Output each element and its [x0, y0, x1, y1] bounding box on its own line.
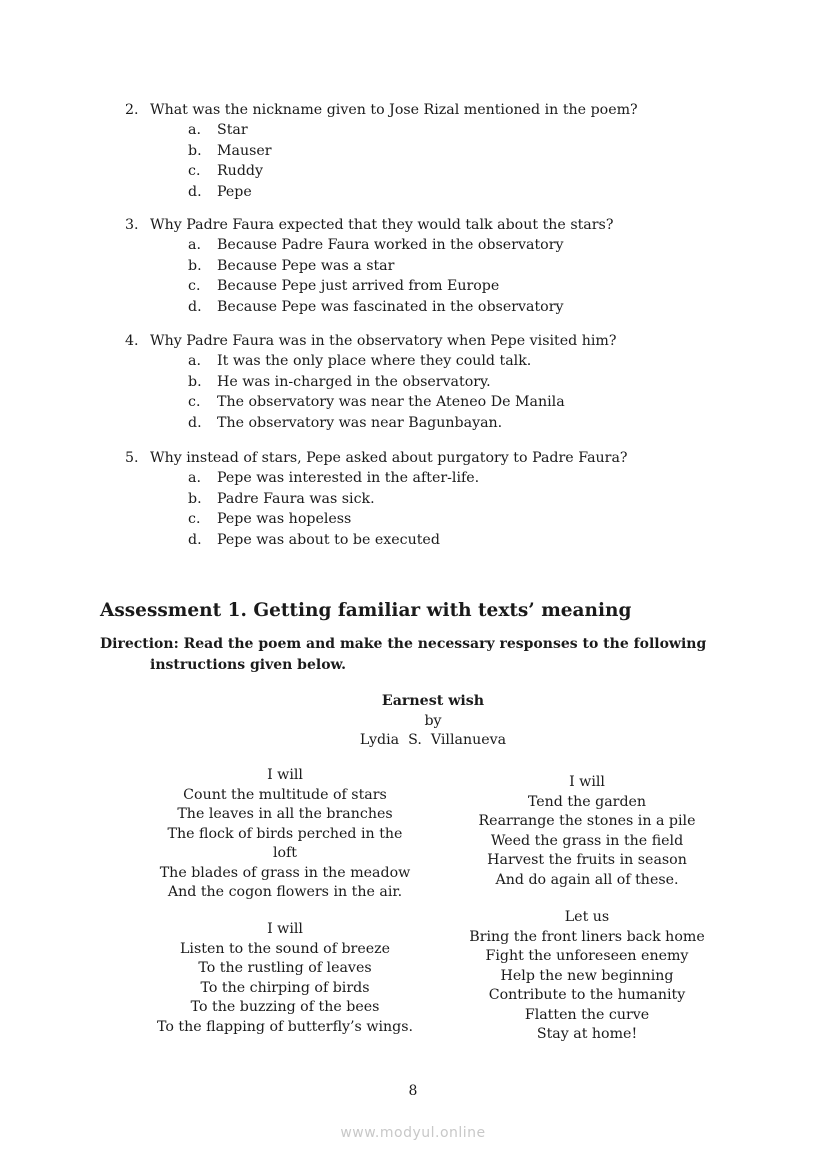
poem-line: Weed the grass in the field — [490, 832, 684, 849]
option-text: Because Pepe was fascinated in the observatory — [217, 298, 564, 315]
question-text-line — [125, 331, 616, 351]
option-text: Ruddy — [217, 163, 263, 180]
option-letter: a. — [188, 470, 201, 486]
poem-line: Listen to the sound of breeze — [180, 940, 390, 957]
option-letter: b. — [188, 373, 202, 390]
option-text: Mauser — [217, 142, 272, 159]
answer-option — [188, 372, 491, 393]
answer-option — [188, 161, 263, 182]
option-letter: a. — [188, 237, 201, 253]
option-text: Pepe was hopeless — [217, 511, 352, 528]
poem-line: And the cogon flowers in the air. — [167, 884, 403, 900]
page-number: 8 — [408, 1083, 418, 1099]
option-letter: b. — [188, 490, 202, 507]
option-text: It was the only place where they could talk. — [217, 353, 532, 369]
assessment-heading: Assessment 1. Getting familiar with texts’ meaning — [100, 600, 632, 621]
option-text: The observatory was near the Ateneo De Manila — [217, 394, 565, 411]
poem-line: Bring the front liners back home — [469, 928, 705, 945]
poem-line: Count the multitude of stars — [183, 786, 387, 803]
option-letter: d. — [188, 298, 202, 315]
option-letter: c. — [188, 163, 201, 180]
watermark: www.modyul.online — [340, 1125, 486, 1141]
direction-line-1: Direction: Read the poem and make the necessary responses to the following — [100, 636, 707, 652]
direction-text — [100, 634, 740, 676]
answer-option — [188, 120, 248, 141]
option-letter: c. — [188, 511, 201, 528]
question-text: Why Padre Faura expected that they would talk about the stars? — [150, 217, 614, 233]
poem-title: Earnest wish — [381, 693, 485, 709]
option-letter: d. — [188, 414, 202, 431]
option-letter: c. — [188, 394, 201, 411]
poem-line: The flock of birds perched in the — [167, 825, 403, 842]
answer-option — [188, 413, 502, 434]
option-text: Pepe was interested in the after-life. — [217, 470, 480, 486]
answer-option — [188, 392, 565, 413]
option-text: Padre Faura was sick. — [217, 490, 375, 507]
option-text: Because Pepe was a star — [217, 257, 395, 274]
option-letter: a. — [188, 353, 201, 369]
answer-option — [188, 256, 394, 277]
poem-line: Stay at home! — [536, 1026, 638, 1042]
poem-line: Rearrange the stones in a pile — [478, 813, 696, 829]
question-text-line — [125, 215, 613, 235]
poem-line: The blades of grass in the meadow — [159, 864, 411, 881]
answer-option — [188, 182, 252, 203]
question-number: 5. — [125, 450, 139, 466]
answer-option — [188, 276, 499, 297]
poem-line: To the buzzing of the bees — [190, 999, 380, 1015]
poem-line: To the chirping of birds — [200, 979, 370, 996]
poem-line: loft — [272, 845, 298, 861]
poem-line: Let us — [564, 909, 610, 925]
poem-line: The leaves in all the branches — [177, 806, 393, 822]
question-text: Why Padre Faura was in the observatory when Pepe visited him? — [150, 333, 617, 349]
option-letter: d. — [188, 531, 202, 548]
direction-line-2: instructions given below. — [150, 657, 347, 673]
poem-line: And do again all of these. — [495, 871, 679, 888]
option-text: He was in-charged in the observatory. — [217, 373, 491, 390]
poem-line: To the rustling of leaves — [198, 960, 372, 976]
option-text: Because Padre Faura worked in the observatory — [217, 237, 564, 253]
answer-option — [188, 141, 272, 162]
option-letter: d. — [188, 183, 202, 200]
question-number: 4. — [125, 333, 139, 349]
option-letter: b. — [188, 257, 202, 274]
answer-option — [188, 530, 440, 551]
option-text: Star — [217, 122, 248, 138]
poem-line: Flatten the curve — [524, 1006, 650, 1023]
poem-stanza — [437, 908, 737, 1045]
poem-header — [0, 692, 826, 751]
answer-option — [188, 297, 564, 318]
option-letter: c. — [188, 278, 201, 295]
poem-line: I will — [267, 921, 303, 937]
poem-line: To the flapping of butterfly’s wings. — [156, 1018, 414, 1035]
poem-line: Help the new beginning — [500, 967, 674, 984]
poem-line: Fight the unforeseen enemy — [485, 948, 689, 964]
poem-stanza — [437, 773, 737, 890]
option-text: Because Pepe just arrived from Europe — [217, 278, 500, 295]
question-text: Why instead of stars, Pepe asked about purgatory to Padre Faura? — [150, 450, 628, 466]
answer-option — [188, 489, 375, 510]
answer-option — [188, 509, 351, 530]
poem-line: Contribute to the humanity — [488, 987, 686, 1003]
poem-line: Tend the garden — [527, 793, 647, 810]
option-letter: b. — [188, 142, 202, 159]
answer-option — [188, 351, 531, 372]
answer-option — [188, 468, 479, 489]
question-number: 2. — [125, 102, 139, 118]
poem-stanza — [135, 920, 435, 1037]
poem-author: Lydia S. Villanueva — [359, 732, 507, 748]
question-text: What was the nickname given to Jose Rizal mentioned in the poem? — [150, 102, 638, 118]
poem-by: by — [424, 712, 442, 729]
poem-line: I will — [569, 774, 605, 790]
question-number: 3. — [125, 217, 139, 233]
poem-stanza — [135, 766, 435, 903]
option-text: The observatory was near Bagunbayan. — [217, 414, 503, 431]
answer-option — [188, 235, 564, 256]
poem-line: Harvest the fruits in season — [487, 852, 687, 868]
option-text: Pepe was about to be executed — [217, 531, 440, 548]
option-letter: a. — [188, 122, 201, 138]
poem-line: I will — [267, 767, 303, 783]
question-text-line — [125, 100, 638, 120]
question-text-line — [125, 448, 628, 468]
option-text: Pepe — [217, 183, 252, 200]
